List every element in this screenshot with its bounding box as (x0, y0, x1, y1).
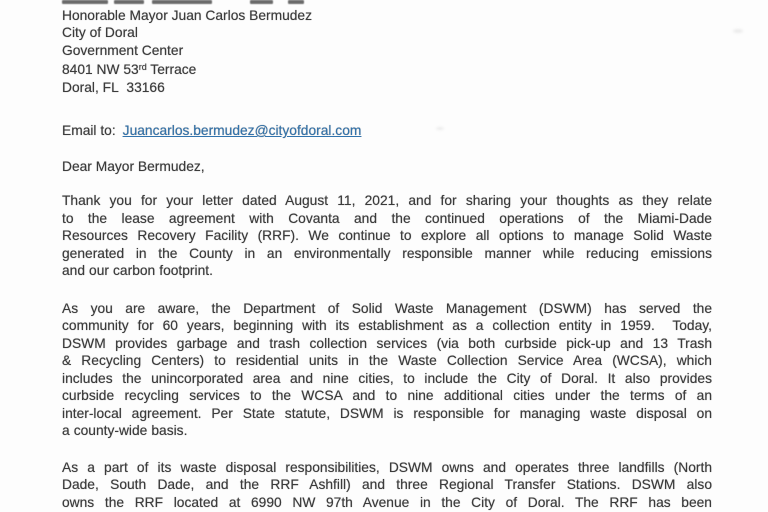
paragraph-line: As you are aware, the Department of Solid Waste Management (DSWM) has served the (62, 300, 712, 316)
paragraph-line: owns the RRF located at 6990 NW 97th Avenue in the City of Doral. The RRF has been (62, 494, 712, 510)
paragraph-line: and our carbon footprint. (62, 263, 213, 279)
paragraph-line: As a part of its waste disposal responsibilities, DSWM owns and operates three landfills (North (62, 459, 712, 475)
scan-smudge (733, 29, 743, 33)
paragraph-line: Resources Recovery Facility (RRF). We continue to explore all options to manage Solid Waste (62, 228, 712, 244)
street-ordinal: rd (138, 62, 147, 73)
paragraph-line: community for 60 years, beginning with its establishment as a collection entity in 1959. Today, (62, 318, 712, 334)
body-paragraph-2 (62, 300, 712, 440)
body-paragraph-3 (62, 459, 712, 512)
paragraph-line: & Recycling Centers) to residential units in the Waste Collection Service Area (WCSA), which (62, 353, 712, 369)
recipient-city-state-zip: Doral, FL 33166 (62, 79, 165, 95)
paragraph-line: a county-wide basis. (62, 423, 188, 439)
recipient-building: Government Center (62, 42, 184, 58)
recipient-organization: City of Doral (62, 25, 138, 41)
letter-content (62, 0, 712, 511)
recipient-name: Honorable Mayor Juan Carlos Bermudez (62, 8, 312, 23)
paragraph-line: Thank you for your letter dated August 11, 2021, and for sharing your thoughts as they relate (62, 193, 712, 209)
paragraph-line: Dade, South Dade, and the RRF Ashfill) and three Regional Transfer Stations. DSWM also (62, 477, 712, 493)
body-paragraph-1 (62, 192, 712, 280)
paragraph-line: includes the unincorporated area and nine cities, to include the City of Doral. It also provides (62, 370, 712, 386)
salutation: Dear Mayor Bermudez, (62, 158, 205, 174)
email-link[interactable]: Juancarlos.bermudez@cityofdoral.com (122, 123, 362, 139)
paragraph-line: curbside recycling services to the WCSA and to nine additional cities under the terms of an (62, 388, 712, 404)
email-label: Email to: (62, 123, 116, 139)
paragraph-line: to the lease agreement with Covanta and the continued operations of the Miami-Dade (62, 210, 712, 226)
recipient-street (62, 59, 712, 78)
paragraph-line: generated in the County in an environmentally responsible manner while reducing emissions (62, 245, 712, 261)
street-number: 8401 NW 53 (62, 62, 139, 78)
street-name: Terrace (146, 62, 197, 78)
paragraph-line: inter-local agreement. Per State statute, DSWM is responsible for managing waste disposal on (62, 405, 712, 421)
paragraph-line: DSWM provides garbage and trash collection services (via both curbside pick-up and 13 Trash (62, 335, 712, 351)
email-line (62, 122, 712, 140)
recipient-address-block (62, 7, 712, 96)
